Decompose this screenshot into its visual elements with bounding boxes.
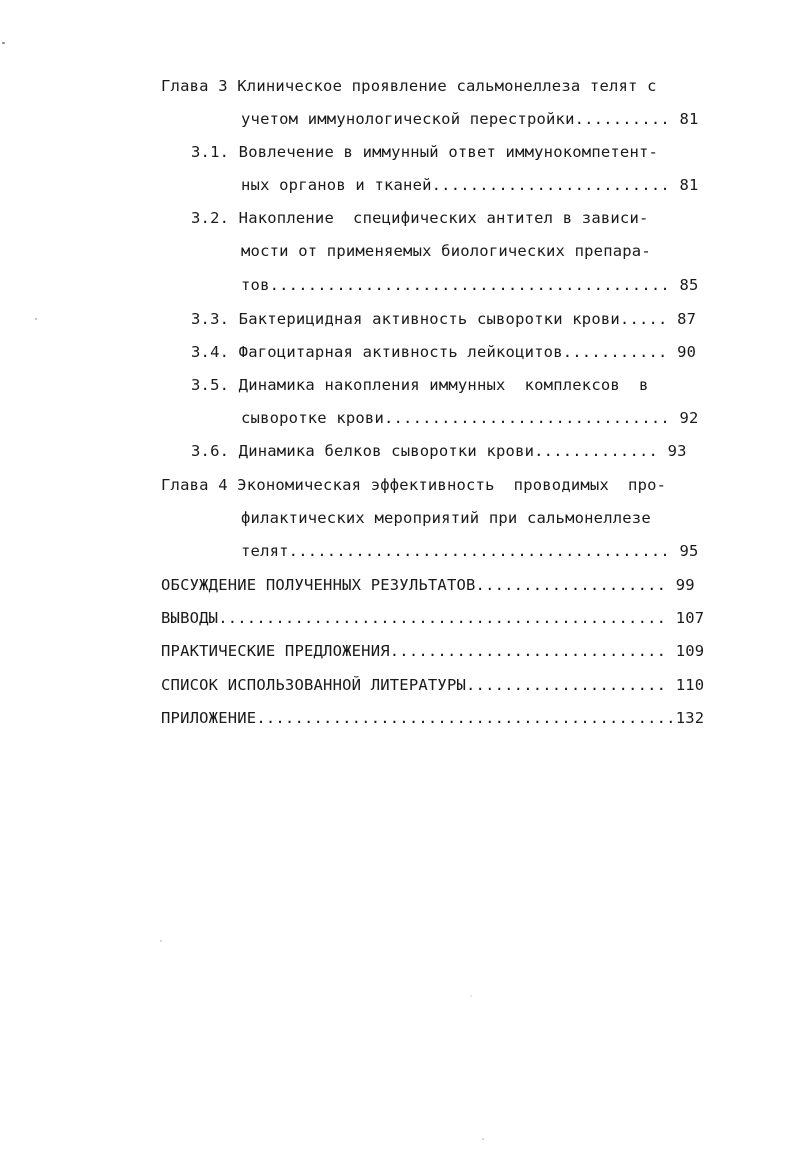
toc-chapter3-title: Глава 3 Клиническое проявление сальмонеллеза телят с [161,77,657,95]
toc-section-3-4: 3.4. Фагоцитарная активность лейкоцитов........... 90 [191,343,697,361]
toc-section-3-2-cont1: мости от применяемых биологических препара- [241,242,651,260]
toc-section-3-5: 3.5. Динамика накопления иммунных комплексов в [191,376,649,394]
toc-appendix: ПРИЛОЖЕНИЕ............................................132 [161,709,705,727]
scan-speck [470,995,472,997]
toc-section-3-2-cont2: тов.......................................... 85 [241,276,699,294]
toc-section-3-1: 3.1. Вовлечение в иммунный ответ иммунокомпетент- [191,143,659,161]
scan-speck [160,940,162,942]
toc-chapter4-title-cont1: филактических мероприятий при сальмонеллезе [241,509,651,527]
scan-speck [35,318,37,320]
toc-conclusions: ВЫВОДЫ............................................... 107 [161,609,705,627]
toc-chapter4-title: Глава 4 Экономическая эффективность проводимых про- [161,476,667,494]
toc-practical-proposals: ПРАКТИЧЕСКИЕ ПРЕДЛОЖЕНИЯ............................. 109 [161,642,705,660]
toc-section-3-6: 3.6. Динамика белков сыворотки крови............. 93 [191,442,687,460]
toc-chapter4-title-cont2: телят........................................ 95 [241,542,699,560]
toc-section-3-2: 3.2. Накопление специфических антител в зависи- [191,209,649,227]
toc-section-3-5-cont: сыворотке крови.............................. 92 [241,409,699,427]
toc-section-3-1-cont: ных органов и тканей......................... 81 [241,176,699,194]
toc-section-3-3: 3.3. Бактерицидная активность сыворотки крови..... 87 [191,310,697,328]
scan-speck [2,42,5,44]
toc-chapter3-title-cont: учетом иммунологической перестройки.......... 81 [241,110,699,128]
toc-references: СПИСОК ИСПОЛЬЗОВАННОЙ ЛИТЕРАТУРЫ..................... 110 [161,676,705,694]
scan-speck [482,1138,484,1140]
toc-discussion: ОБСУЖДЕНИЕ ПОЛУЧЕННЫХ РЕЗУЛЬТАТОВ.................... 99 [161,576,695,594]
